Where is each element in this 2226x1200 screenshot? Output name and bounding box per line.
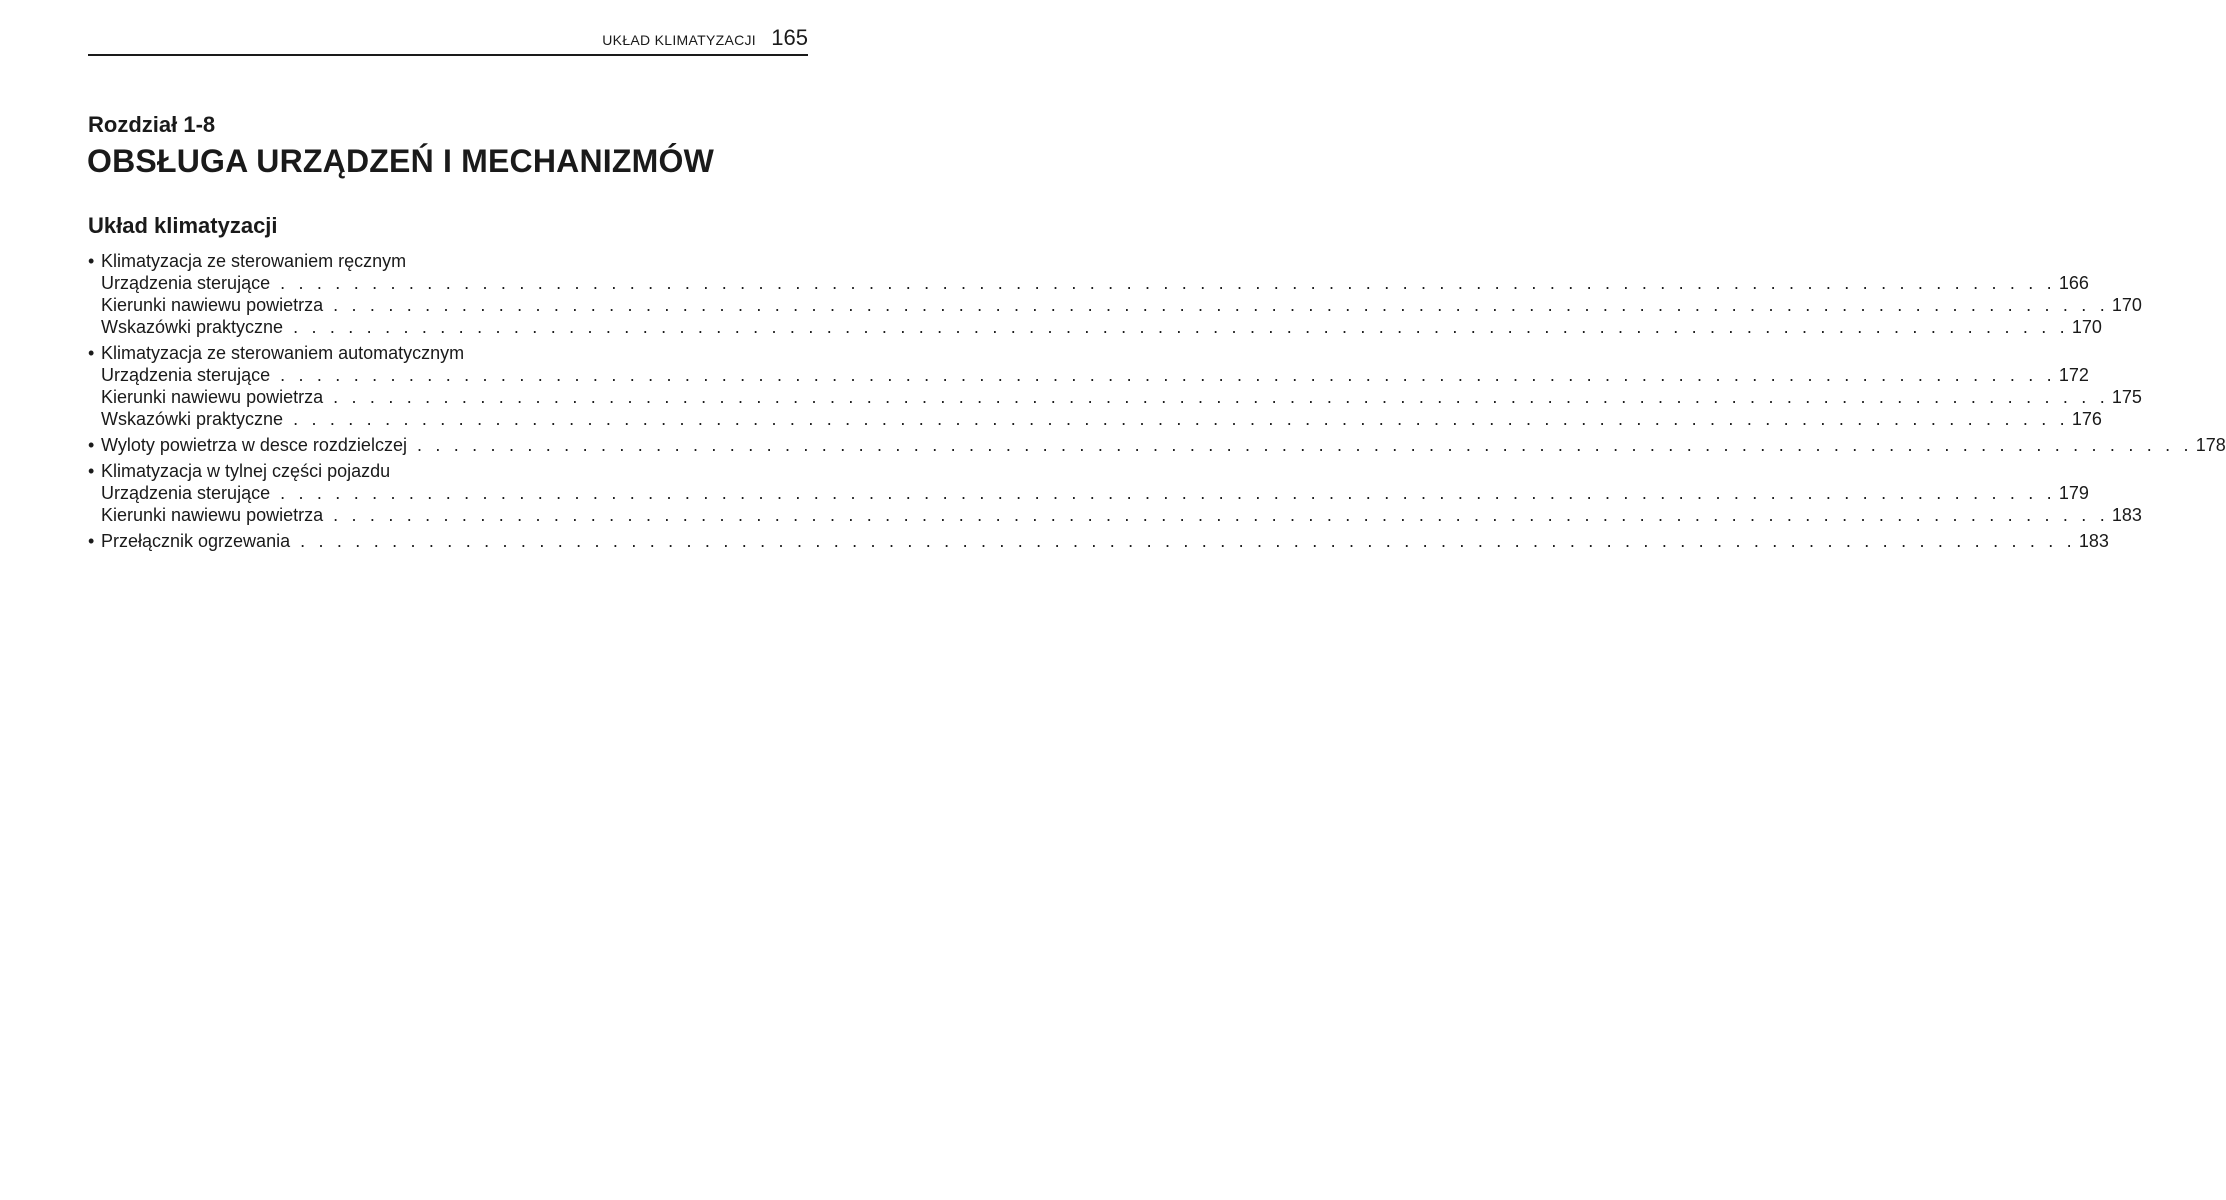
toc-entry-text: Wskazówki praktyczne [101,409,284,429]
dot-leader: . . . . . . . . . . . . . . . . . . . . . . . . . . . . . . . . . . . . . . . . . . . . . . . . . . . . . . . . . . . . . . . . . . . . . . . . . . . . . . . . . . . . . . . . . . . . . . . . . [333,505,2109,525]
bullet-icon: • [88,251,95,271]
toc-group-heading-text: Klimatyzacja ze sterowaniem ręcznym [101,251,407,271]
toc-entry-page: 172 [2058,365,2089,385]
toc-entry-page: 170 [2071,317,2102,337]
toc-entry-text: Urządzenia sterujące [101,273,271,293]
toc-group-heading[interactable] [88,342,762,364]
dot-leader: . . . . . . . . . . . . . . . . . . . . . . . . . . . . . . . . . . . . . . . . . . . . . . . . . . . . . . . . . . . . . . . . . . . . . . . . . . . . . . . . . . . . . . . . . . . . . . . . . [333,295,2109,315]
running-title: UKŁAD KLIMATYZACJI [602,32,756,48]
bullet-icon: • [88,531,95,551]
toc-entry[interactable] [88,504,2142,526]
toc-entry-page: 178 [2195,435,2226,455]
dot-leader: . . . . . . . . . . . . . . . . . . . . . . . . . . . . . . . . . . . . . . . . . . . . . . . . . . . . . . . . . . . . . . . . . . . . . . . . . . . . . . . . . . . . . . . . . . . . . . . . . [293,317,2069,337]
running-header [88,22,808,56]
toc-entry-page: 170 [2111,295,2142,315]
toc-group-heading[interactable] [88,434,2226,456]
toc-group-heading[interactable] [88,460,762,482]
page-number: 165 [771,25,808,50]
toc-group-heading-text: Wyloty powietrza w desce rozdzielczej [101,435,407,455]
toc-group-heading[interactable] [88,530,2109,552]
toc-entry[interactable] [88,364,2089,386]
toc-entry-page: 175 [2111,387,2142,407]
dot-leader: . . . . . . . . . . . . . . . . . . . . . . . . . . . . . . . . . . . . . . . . . . . . . . . . . . . . . . . . . . . . . . . . . . . . . . . . . . . . . . . . . . . . . . . . . . . . . . . . . [300,531,2076,551]
dot-leader: . . . . . . . . . . . . . . . . . . . . . . . . . . . . . . . . . . . . . . . . . . . . . . . . . . . . . . . . . . . . . . . . . . . . . . . . . . . . . . . . . . . . . . . . . . . . . . . . . [416,435,2193,455]
toc-entry-text: Urządzenia sterujące [101,483,271,503]
toc-entry-page: 166 [2058,273,2089,293]
toc-group [88,530,2109,552]
toc-entry-page: 183 [2111,505,2142,525]
dot-leader: . . . . . . . . . . . . . . . . . . . . . . . . . . . . . . . . . . . . . . . . . . . . . . . . . . . . . . . . . . . . . . . . . . . . . . . . . . . . . . . . . . . . . . . . . . . . . . . . . [333,387,2109,407]
toc-entry[interactable] [88,294,2142,316]
dot-leader: . . . . . . . . . . . . . . . . . . . . . . . . . . . . . . . . . . . . . . . . . . . . . . . . . . . . . . . . . . . . . . . . . . . . . . . . . . . . . . . . . . . . . . . . . . . . . . . . . [280,483,2056,503]
bullet-icon: • [88,435,95,455]
bullet-icon: • [88,343,95,363]
toc-entry[interactable] [88,316,2102,338]
toc-entry-text: Wskazówki praktyczne [101,317,284,337]
toc-group-heading-text: Przełącznik ogrzewania [101,531,291,551]
toc-entry-page: 179 [2058,483,2089,503]
toc-group-heading-text: Klimatyzacja w tylnej części pojazdu [101,461,391,481]
chapter-title: OBSŁUGA URZĄDZEŃ I MECHANIZMÓW [87,143,714,179]
toc-entry-page: 176 [2071,409,2102,429]
toc-entry[interactable] [88,272,2089,294]
dot-leader: . . . . . . . . . . . . . . . . . . . . . . . . . . . . . . . . . . . . . . . . . . . . . . . . . . . . . . . . . . . . . . . . . . . . . . . . . . . . . . . . . . . . . . . . . . . . . . . . . [293,409,2069,429]
toc-group [88,250,2142,338]
toc-entry[interactable] [88,482,2089,504]
toc-entry-text: Urządzenia sterujące [101,365,271,385]
section-title: Układ klimatyzacji [88,213,278,238]
bullet-icon: • [88,461,95,481]
dot-leader: . . . . . . . . . . . . . . . . . . . . . . . . . . . . . . . . . . . . . . . . . . . . . . . . . . . . . . . . . . . . . . . . . . . . . . . . . . . . . . . . . . . . . . . . . . . . . . . . . [280,273,2056,293]
toc-entry-text: Kierunki nawiewu powietrza [101,295,324,315]
table-of-contents [88,250,2226,556]
toc-entry-text: Kierunki nawiewu powietrza [101,505,324,525]
dot-leader: . . . . . . . . . . . . . . . . . . . . . . . . . . . . . . . . . . . . . . . . . . . . . . . . . . . . . . . . . . . . . . . . . . . . . . . . . . . . . . . . . . . . . . . . . . . . . . . . . [280,365,2056,385]
toc-group [88,342,2142,430]
toc-group [88,434,2226,456]
toc-group [88,460,2142,526]
toc-entry[interactable] [88,386,2142,408]
toc-entry-page: 183 [2078,531,2109,551]
toc-entry[interactable] [88,408,2102,430]
toc-entry-text: Kierunki nawiewu powietrza [101,387,324,407]
toc-group-heading[interactable] [88,250,762,272]
chapter-label: Rozdział 1-8 [88,112,216,137]
toc-group-heading-text: Klimatyzacja ze sterowaniem automatycznym [101,343,465,363]
